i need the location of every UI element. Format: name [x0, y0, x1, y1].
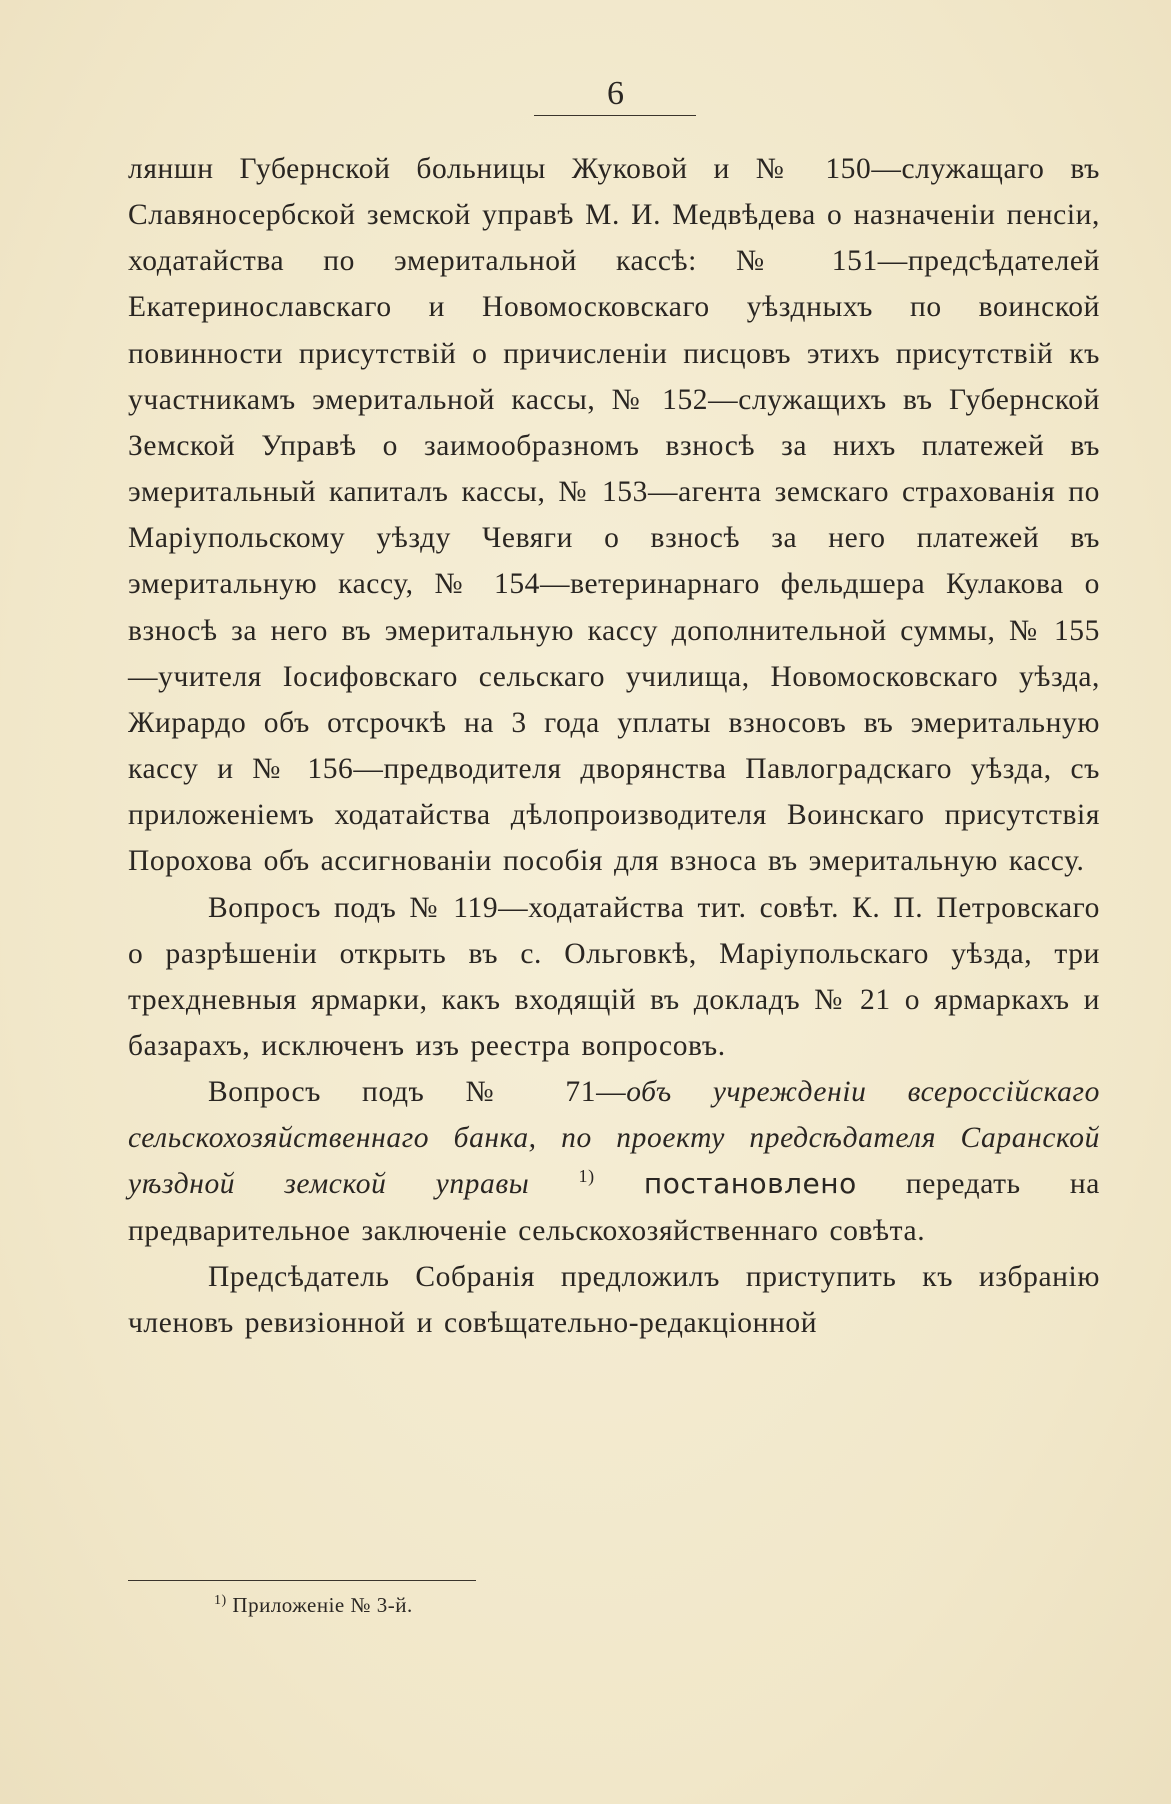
question-71-rest: передать на предварительное заключеніе сельскохозяйственнаго совѣта. — [128, 1168, 1100, 1247]
question-71-lead: Вопросъ подъ № 71— — [208, 1076, 627, 1109]
page-number: 6 — [607, 75, 624, 112]
paragraph-chairman: Предсѣдатель Собранія предложилъ приступить къ избранію членовъ ревизіонной и совѣщательно-редакціонной — [128, 1260, 1100, 1339]
paragraph-question-71 — [128, 1069, 1100, 1254]
body-text — [128, 146, 1100, 1346]
header-rule — [534, 115, 696, 116]
footnote-rule — [128, 1580, 476, 1581]
footnote-text: Приложеніе № 3-й. — [232, 1593, 413, 1617]
question-71-italic-title: объ учрежденіи всероссійскаго сельскохозяйственнаго банка, по проекту предсѣдателя Саранской уѣздной земской управы — [128, 1076, 1100, 1201]
footnote — [214, 1592, 413, 1618]
resolution-word: постановлено — [643, 1167, 857, 1201]
footnote-reference: 1) — [578, 1166, 595, 1187]
paragraph-question-119: Вопросъ подъ № 119—ходатайства тит. совѣт. К. П. Петровскаго о разрѣшеніи открыть въ с. Ольговкѣ, Маріупольскаго уѣзда, три трехдневныя ярмарки, какъ входящій въ докладъ № 21 о ярмаркахъ и базарахъ, исключенъ изъ реестра вопросовъ. — [128, 891, 1100, 1062]
paragraph-continued: ляншн Губернской больницы Жуковой и № 150—служащаго въ Славяносербской земской управѣ М. И. Медвѣдева о назначеніи пенсіи, ходатайства по эмеритальной кассѣ: № 151—предсѣдателей Екатеринославскаго и Новомосковскаго уѣздныхъ по воинской повинности присутствій о причисленіи писцовъ этихъ присутствій къ участникамъ эмеритальной кассы, № 152—служащихъ въ Губернской Земской Управѣ о заимообразномъ взносѣ за нихъ платежей въ эмеритальный капиталъ кассы, № 153—агента земскаго страхованія по Маріупольскому уѣзду Чевяги о взносѣ за него платежей въ эмеритальную кассу, № 154—ветеринарнаго фельдшера Кулакова о взносѣ за него въ эмеритальную кассу дополнительной суммы, № 155—учителя Іосифовскаго сельскаго училища, Новомосковскаго уѣзда, Жирардо объ отсрочкѣ на 3 года уплаты взносовъ въ эмеритальную кассу и № 156—предводителя дворянства Павлоградскаго уѣзда, съ приложеніемъ ходатайства дѣлопроизводителя Воинскаго присутствія Порохова объ ассигнованіи пособія для взноса въ эмеритальную кассу. — [128, 153, 1100, 878]
footnote-mark: 1) — [214, 1593, 227, 1608]
